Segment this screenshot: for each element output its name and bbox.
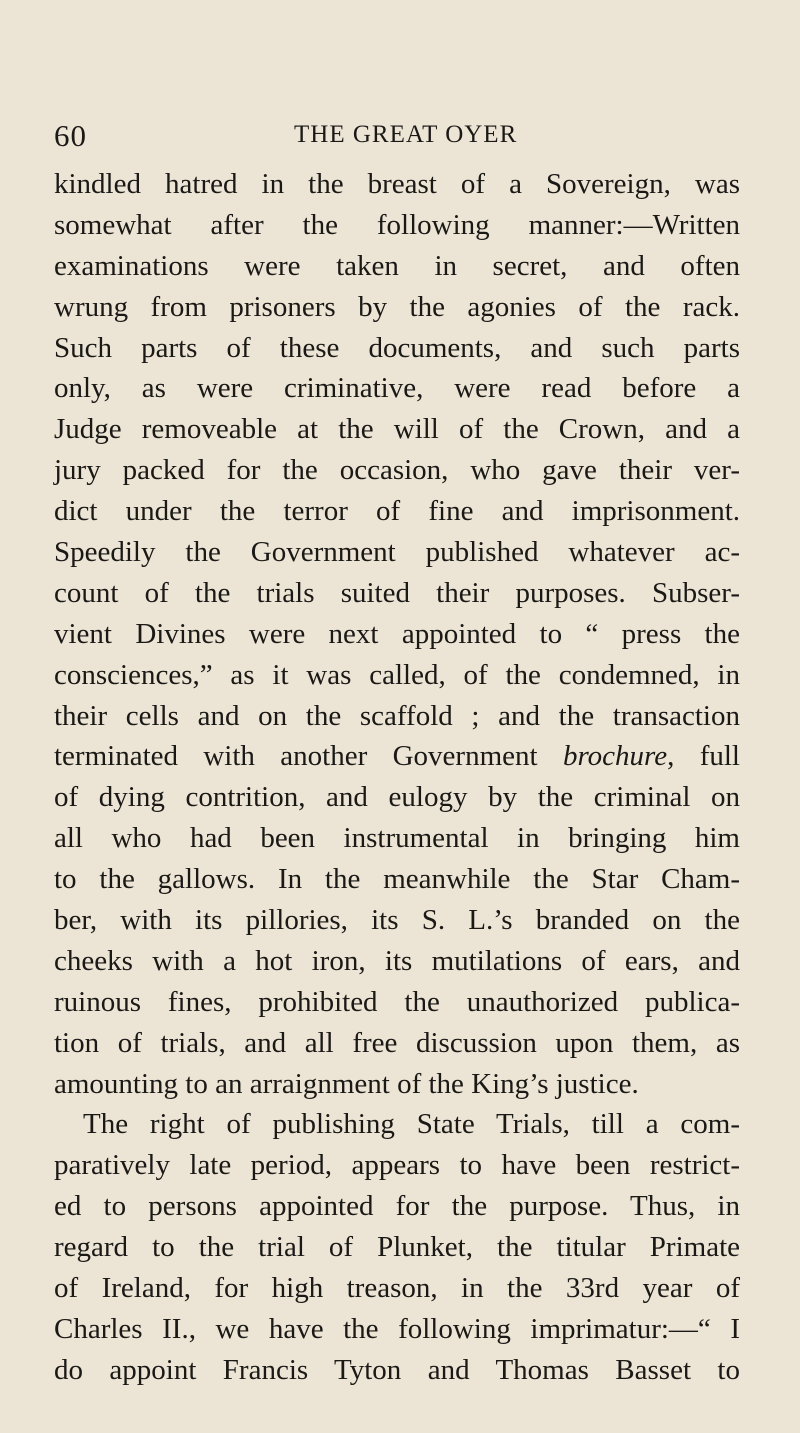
text-line: somewhat after the following manner:—Written [54, 208, 740, 241]
text-line: wrung from prisoners by the agonies of the rack. [54, 290, 740, 323]
text-line: Charles II., we have the following imprimatur:—“ I [54, 1312, 740, 1345]
text-line: to the gallows. In the meanwhile the Star Cham- [54, 863, 740, 896]
text-line: Speedily the Government published whatever ac- [54, 536, 740, 569]
paragraph-first-line: The right of publishing State Trials, till a com- [83, 1108, 740, 1141]
text-line: of Ireland, for high treason, in the 33rd year of [54, 1272, 740, 1305]
text-line: count of the trials suited their purposes. Subser- [54, 576, 740, 609]
text-line: of dying contrition, and eulogy by the criminal on [54, 781, 740, 814]
text-line: consciences,” as it was called, of the condemned, in [54, 658, 740, 691]
text-line: cheeks with a hot iron, its mutilations of ears, and [54, 944, 740, 977]
text-line: regard to the trial of Plunket, the titular Primate [54, 1231, 740, 1264]
text-line: only, as were criminative, were read before a [54, 372, 740, 405]
text-line: jury packed for the occasion, who gave their ver- [54, 454, 740, 487]
running-title: THE GREAT OYER [294, 121, 518, 148]
text-line: amounting to an arraignment of the King’s justice. [54, 1067, 639, 1100]
italic-word: brochure [562, 740, 668, 773]
text-line: dict under the terror of fine and imprisonment. [54, 495, 740, 528]
text-line: examinations were taken in secret, and often [54, 249, 740, 282]
text-line: all who had been instrumental in bringing him [54, 822, 740, 855]
text-line-with-italic [54, 736, 740, 777]
page-number: 60 [54, 118, 87, 153]
text-line: vient Divines were next appointed to “ press the [54, 617, 740, 650]
text-run: , full [667, 740, 740, 773]
running-head [54, 118, 744, 158]
text-line: paratively late period, appears to have been restrict- [54, 1149, 740, 1182]
text-line: ber, with its pillories, its S. L.’s branded on the [54, 904, 740, 937]
text-line: do appoint Francis Tyton and Thomas Basset to [54, 1353, 740, 1386]
text-line: Judge removeable at the will of the Crown, and a [54, 413, 740, 446]
text-line: ruinous fines, prohibited the unauthorized publica- [54, 985, 740, 1018]
body-text [54, 164, 740, 1391]
text-line: tion of trials, and all free discussion upon them, as [54, 1026, 740, 1059]
text-line: their cells and on the scaffold ; and the transaction [54, 699, 740, 732]
text-line: Such parts of these documents, and such parts [54, 331, 740, 364]
text-line: kindled hatred in the breast of a Sovereign, was [54, 168, 740, 200]
text-line: ed to persons appointed for the purpose. Thus, in [54, 1190, 740, 1223]
text-run: terminated with another Government [54, 740, 563, 773]
